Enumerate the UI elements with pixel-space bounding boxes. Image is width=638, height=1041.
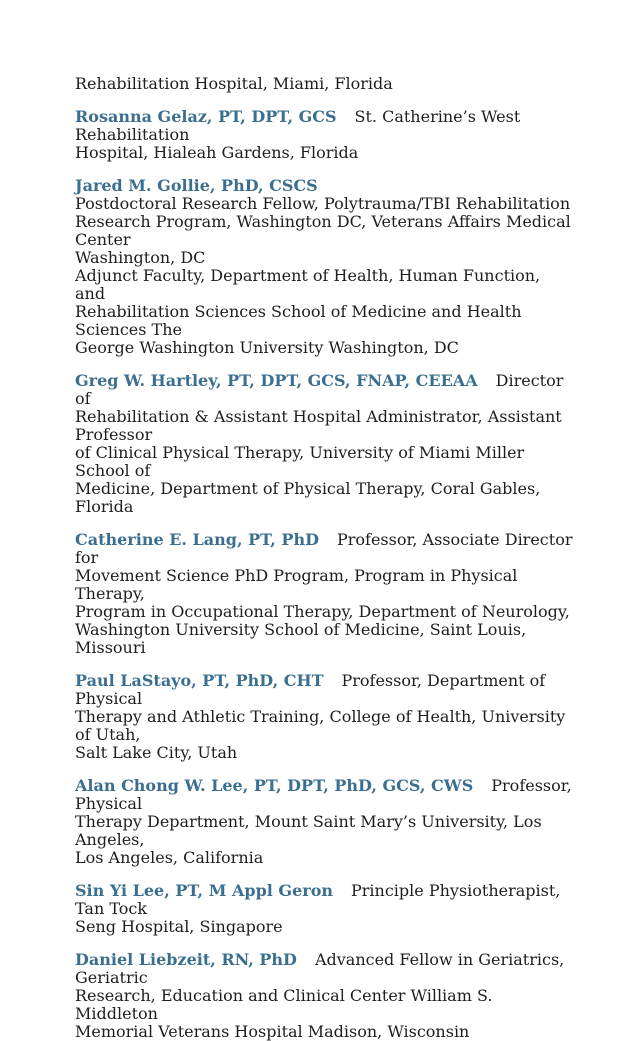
affiliation-line: Seng Hospital, Singapore <box>75 917 283 936</box>
affiliation-line: George Washington University Washington, DC <box>75 338 459 357</box>
affiliation-line: Los Angeles, California <box>75 848 264 867</box>
affiliation-line: Program in Occupational Therapy, Department of Neurology, <box>75 602 570 621</box>
affiliation-line: St. Catherine’s West Rehabilitation <box>75 107 521 144</box>
contributor-entry <box>75 531 575 657</box>
affiliation-line: Principle Physiotherapist, Tan Tock <box>75 881 561 918</box>
affiliation-line: Rehabilitation Sciences School of Medicine and Health Sciences The <box>75 302 522 339</box>
affiliation-line: Professor, Department of Physical <box>75 671 546 708</box>
affiliation-line: Research Program, Washington DC, Veterans Affairs Medical Center <box>75 212 571 249</box>
affiliation-line: Rehabilitation Hospital, Miami, Florida <box>75 74 393 93</box>
affiliation-line: Therapy Department, Mount Saint Mary’s University, Los Angeles, <box>75 812 542 849</box>
affiliation-line: Advanced Fellow in Geriatrics, Geriatric <box>75 950 565 987</box>
contributor-name: Alan Chong W. Lee, PT, DPT, PhD, GCS, CWS <box>75 776 474 795</box>
contributor-entry <box>75 882 575 936</box>
affiliation-line: Research, Education and Clinical Center William S. Middleton <box>75 986 493 1023</box>
affiliation-line: Hospital, Hialeah Gardens, Florida <box>75 143 359 162</box>
affiliation-line: Therapy and Athletic Training, College of Health, University of Utah, <box>75 707 566 744</box>
affiliation-line: Salt Lake City, Utah <box>75 743 238 762</box>
affiliation-line: Adjunct Faculty, Department of Health, Human Function, and <box>75 266 541 303</box>
contributor-name: Daniel Liebzeit, RN, PhD <box>75 950 297 969</box>
contributor-entry <box>75 177 575 357</box>
affiliation-line: Director of <box>75 371 564 408</box>
affiliation-line: Washington University School of Medicine, Saint Louis, Missouri <box>75 620 527 657</box>
contributor-name: Sin Yi Lee, PT, M Appl Geron <box>75 881 333 900</box>
contributor-entry <box>75 108 575 162</box>
affiliation-line: Professor, Physical <box>75 776 572 813</box>
affiliation-line: of Clinical Physical Therapy, University of Miami Miller School of <box>75 443 525 480</box>
contributor-name: Greg W. Hartley, PT, DPT, GCS, FNAP, CEEAA <box>75 371 478 390</box>
affiliation-line: Rehabilitation & Assistant Hospital Administrator, Assistant Professor <box>75 407 562 444</box>
contributor-name: Paul LaStayo, PT, PhD, CHT <box>75 671 324 690</box>
affiliation-line: Postdoctoral Research Fellow, Polytrauma/TBI Rehabilitation <box>75 194 571 213</box>
contributor-name: Jared M. Gollie, PhD, CSCS <box>75 176 318 195</box>
contributor-entry <box>75 672 575 762</box>
contributor-entry <box>75 372 575 516</box>
contributor-list <box>75 75 575 1041</box>
affiliation-line: Professor, Associate Director for <box>75 530 573 567</box>
contributor-entry <box>75 75 575 93</box>
contributor-name: Catherine E. Lang, PT, PhD <box>75 530 319 549</box>
contributor-entry <box>75 777 575 867</box>
affiliation-line: Movement Science PhD Program, Program in Physical Therapy, <box>75 566 518 603</box>
affiliation-line: Washington, DC <box>75 248 206 267</box>
affiliation-line: Medicine, Department of Physical Therapy, Coral Gables, Florida <box>75 479 541 516</box>
affiliation-line: Memorial Veterans Hospital Madison, Wisconsin <box>75 1022 470 1041</box>
contributor-name: Rosanna Gelaz, PT, DPT, GCS <box>75 107 337 126</box>
contributor-entry <box>75 951 575 1041</box>
